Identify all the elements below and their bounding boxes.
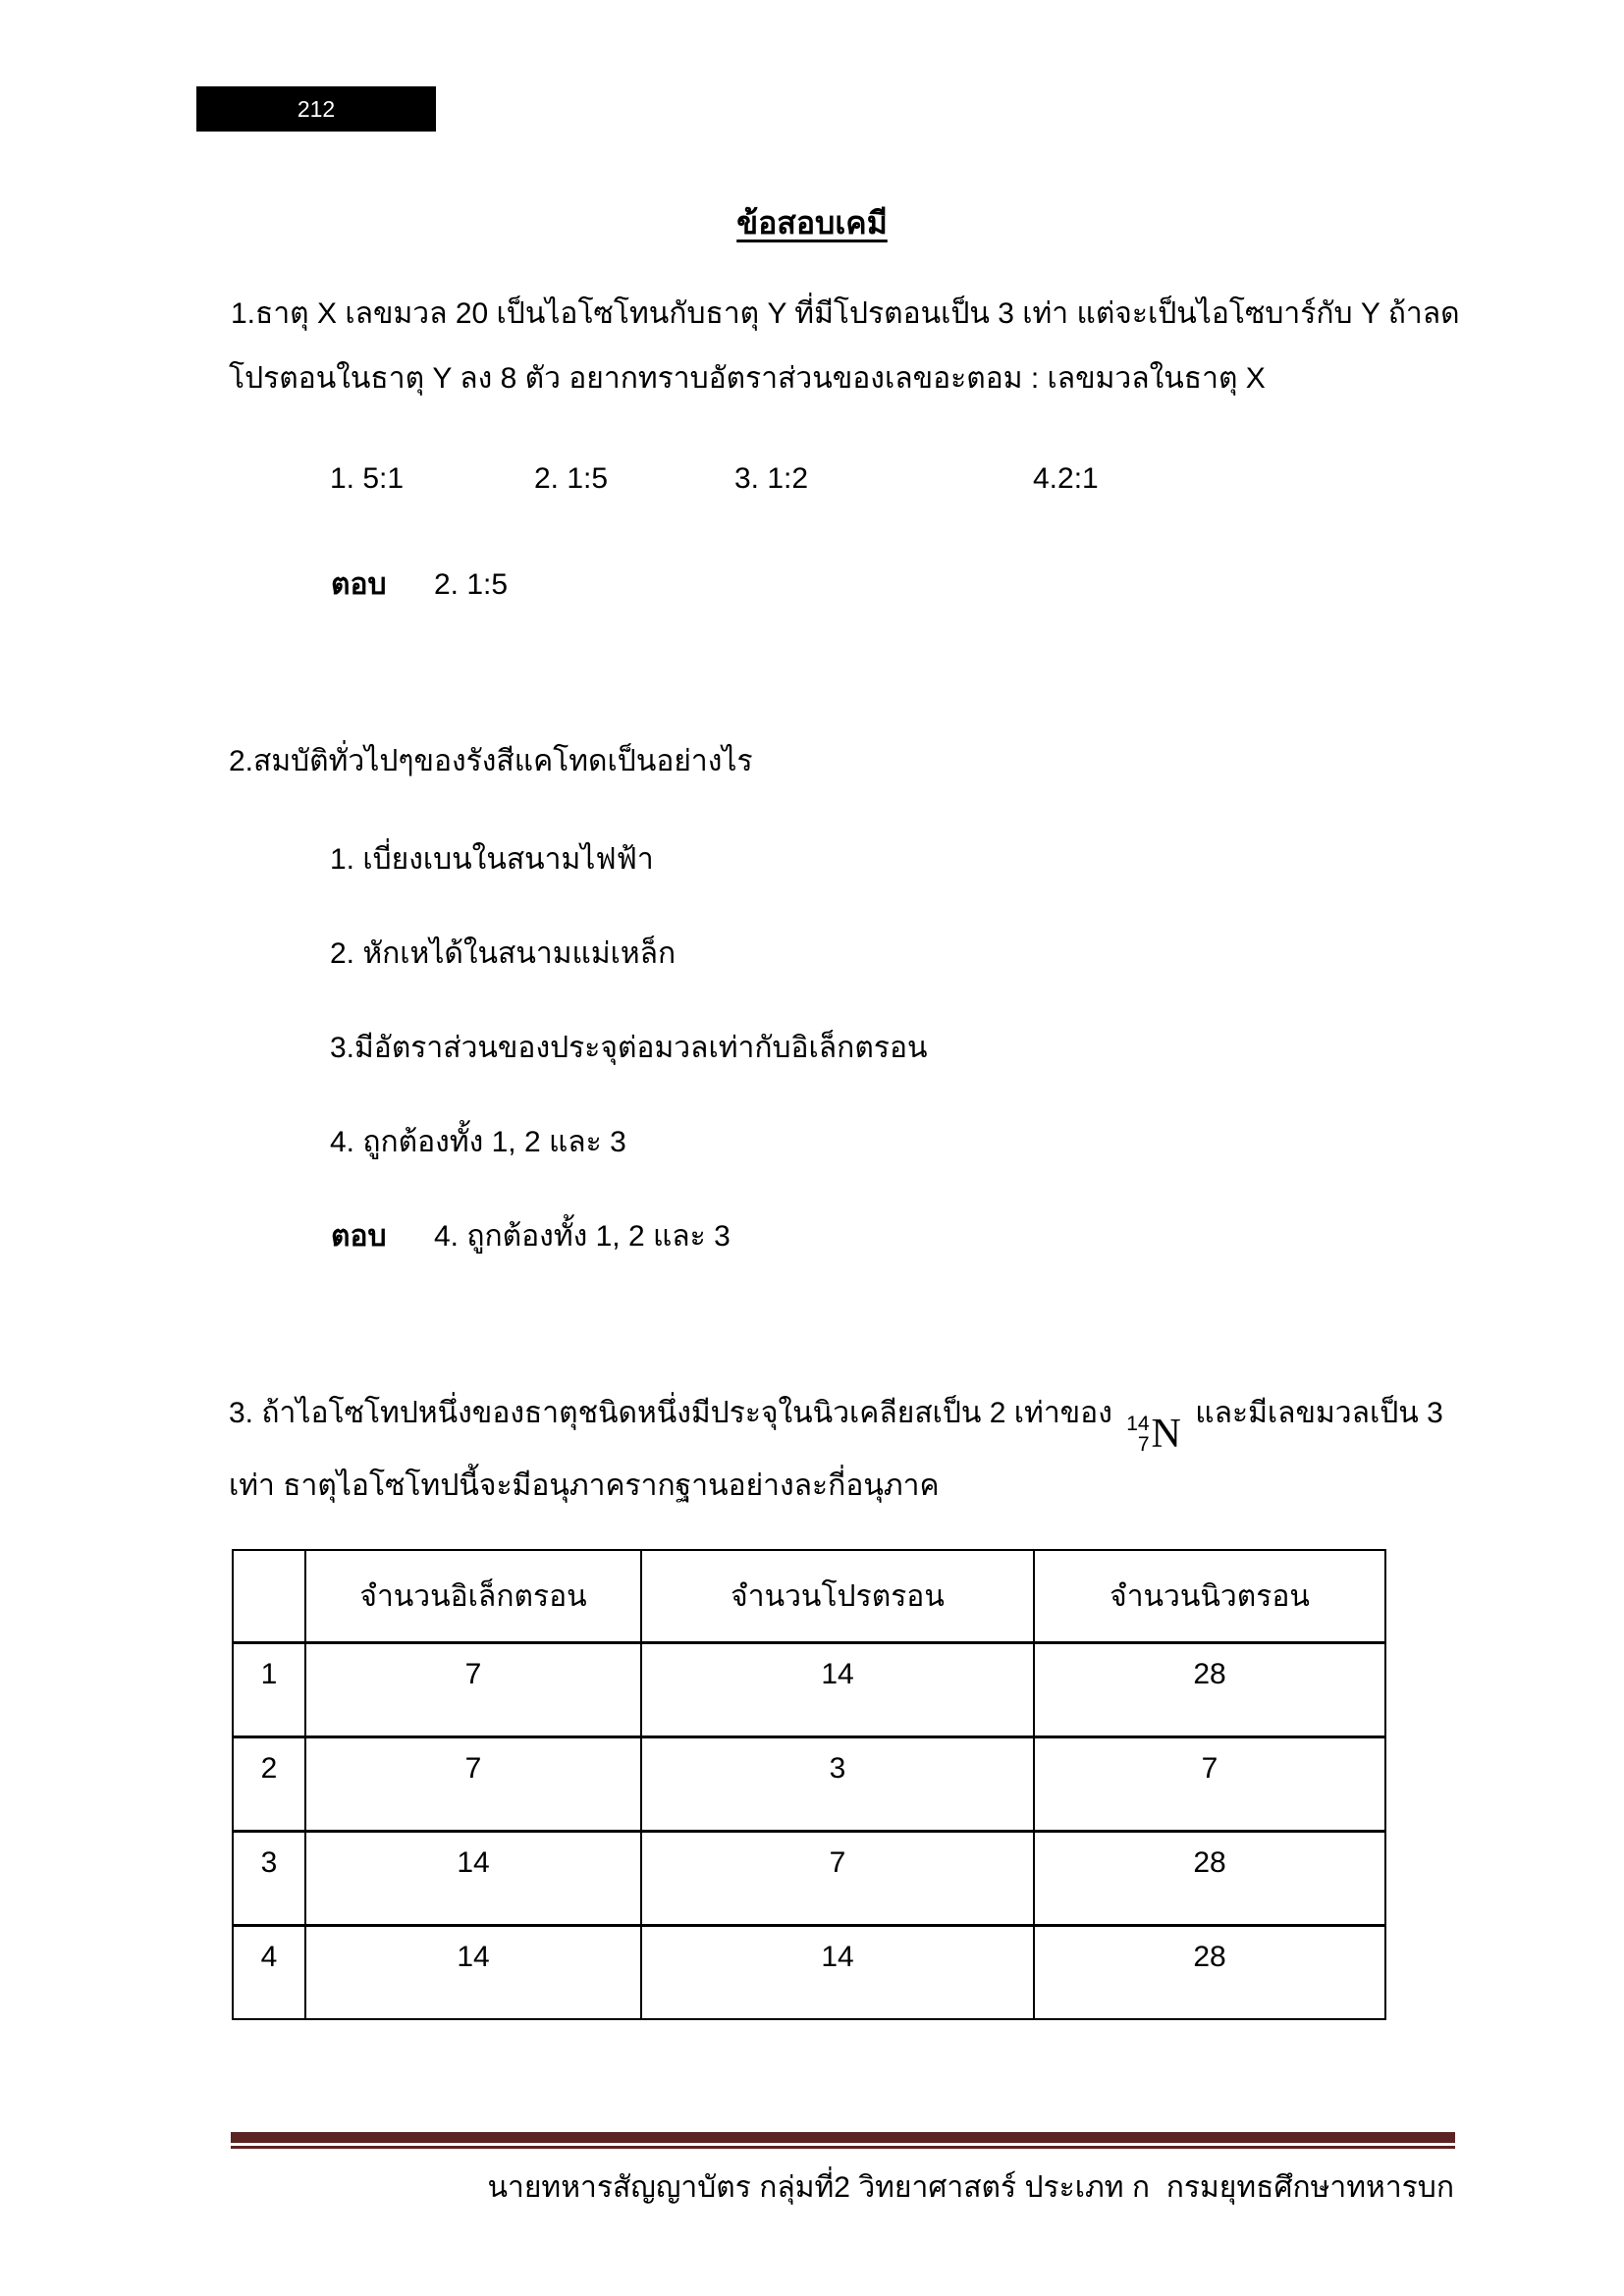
footer-text: นายทหารสัญญาบัตร กลุ่มที่2 วิทยาศาสตร์ ประเภท ก กรมยุทธศึกษาทหารบก (487, 2171, 1454, 2204)
proton-count: 14 (641, 1926, 1034, 2020)
footer-rule-thin-line (231, 2146, 1455, 2149)
table-row (233, 1926, 1385, 2020)
table-row (233, 1832, 1385, 1926)
table-header-neutrons: จำนวนนิวตรอน (1034, 1550, 1385, 1643)
nuclide-symbol: N (1151, 1412, 1181, 1457)
table-row (233, 1643, 1385, 1737)
question-2-choice-4: 4. ถูกต้องทั้ง 1, 2 และ 3 (330, 1126, 626, 1158)
proton-count: 3 (641, 1737, 1034, 1832)
neutron-count: 7 (1034, 1737, 1385, 1832)
question-2-choice-1: 1. เบี่ยงเบนในสนามไฟฟ้า (330, 843, 654, 876)
row-number: 1 (233, 1643, 305, 1737)
question-2-answer-label: ตอบ (331, 1220, 387, 1253)
row-number: 3 (233, 1832, 305, 1926)
electron-count: 14 (305, 1926, 641, 2020)
question-1-choice-3: 3. 1:2 (734, 462, 809, 495)
nuclide-mass-number: 14 (1126, 1413, 1150, 1435)
table-header-electrons: จำนวนอิเล็กตรอน (305, 1550, 641, 1643)
page-number-box (196, 86, 436, 132)
table-header-protons: จำนวนโปรตรอน (641, 1550, 1034, 1643)
footer-rule-thick-line (231, 2132, 1455, 2143)
nuclide-notation (1126, 1414, 1181, 1455)
electron-count: 7 (305, 1643, 641, 1737)
page-number: 212 (297, 95, 336, 122)
question-2-choice-3: 3.มีอัตราส่วนของประจุต่อมวลเท่ากับอิเล็กตรอน (330, 1032, 928, 1064)
proton-count: 7 (641, 1832, 1034, 1926)
question-3-line-1-before: 3. ถ้าไอโซโทปหนึ่งของธาตุชนิดหนึ่งมีประจุในนิวเคลียสเป็น 2 เท่าของ (229, 1397, 1112, 1429)
proton-count: 14 (641, 1643, 1034, 1737)
neutron-count: 28 (1034, 1643, 1385, 1737)
question-1-line-2: โปรตอนในธาตุ Y ลง 8 ตัว อยากทราบอัตราส่วนของเลขอะตอม : เลขมวลในธาตุ X (229, 362, 1266, 395)
row-number: 2 (233, 1737, 305, 1832)
question-3-line-1-after: และมีเลขมวลเป็น 3 (1195, 1397, 1443, 1429)
question-2-answer: 4. ถูกต้องทั้ง 1, 2 และ 3 (434, 1220, 731, 1253)
footer-rule (231, 2132, 1455, 2149)
table-row (233, 1737, 1385, 1832)
question-3-line-2: เท่า ธาตุไอโซโทปนี้จะมีอนุภาครากฐานอย่างละกี่อนุภาค (229, 1469, 940, 1502)
nuclide-numbers (1126, 1414, 1149, 1455)
question-2-choice-2: 2. หักเหได้ในสนามแม่เหล็ก (330, 937, 677, 970)
nuclide-atomic-number: 7 (1137, 1433, 1150, 1456)
electron-count: 7 (305, 1737, 641, 1832)
question-1-choice-1: 1. 5:1 (330, 462, 405, 495)
electron-count: 14 (305, 1832, 641, 1926)
question-2-text: 2.สมบัติทั่วไปๆของรังสีแคโทดเป็นอย่างไร (229, 745, 753, 777)
question-1-answer: 2. 1:5 (434, 568, 509, 601)
question-1-choice-4: 4.2:1 (1033, 462, 1099, 495)
question-1-answer-label: ตอบ (331, 568, 387, 601)
neutron-count: 28 (1034, 1832, 1385, 1926)
document-title: ข้อสอบเคมี (736, 205, 888, 240)
table-header-row (233, 1550, 1385, 1643)
question-1-line-1: 1.ธาตุ X เลขมวล 20 เป็นไอโซโทนกับธาตุ Y ที่มีโปรตอนเป็น 3 เท่า แต่จะเป็นไอโซบาร์กับ Y ถ้าลด (231, 297, 1460, 330)
particle-count-table (232, 1549, 1386, 2020)
row-number: 4 (233, 1926, 305, 2020)
question-1-choice-2: 2. 1:5 (534, 462, 609, 495)
table-header-blank (233, 1550, 305, 1643)
question-3-line-1 (229, 1394, 1443, 1455)
neutron-count: 28 (1034, 1926, 1385, 2020)
